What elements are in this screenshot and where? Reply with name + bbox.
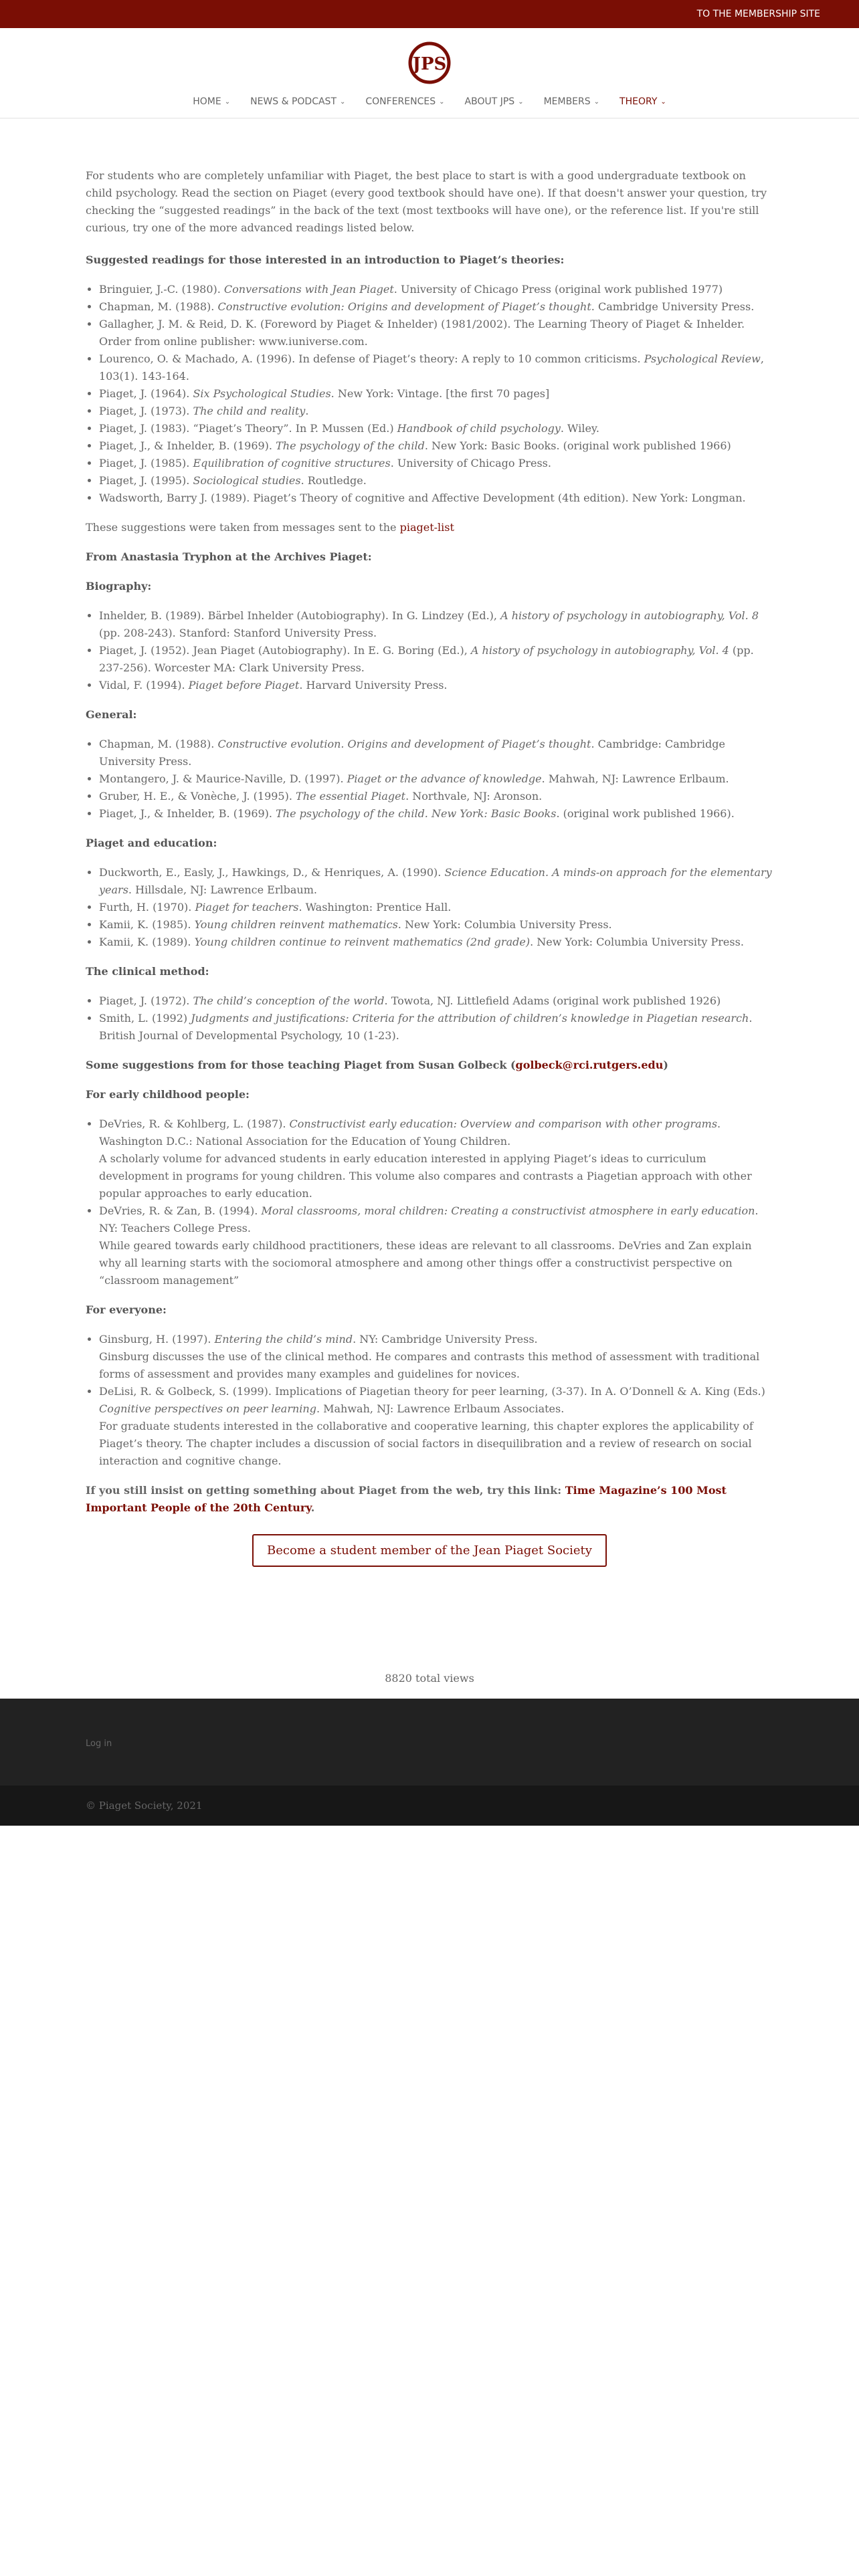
citation-title: Science Education. A minds-on approach for the elementary years — [99, 866, 772, 896]
citation-text: Duckworth, E., Easly, J., Hawkings, D., & Henriques, A. (1990). — [99, 866, 445, 879]
citation-text: (pp. 237-256). Worcester MA: Clark University Press. — [99, 644, 754, 674]
citation-text: Smith, L. (1992) — [99, 1012, 191, 1025]
reference-item — [99, 916, 773, 934]
citation-title: The psychology of the child — [276, 439, 425, 452]
nav-item-label: THEORY — [619, 96, 658, 107]
citation-text: Inhelder, B. (1989). Bärbel Inhelder (Autobiography). In G. Lindzey (Ed.), — [99, 609, 501, 622]
copyright: © Piaget Society, 2021 — [86, 1800, 203, 1812]
chevron-down-icon: ⌄ — [340, 98, 346, 106]
citation-title: The child’s conception of the world — [193, 994, 385, 1007]
membership-site-link[interactable]: TO THE MEMBERSHIP SITE — [696, 9, 820, 19]
reference-note: While geared towards early childhood practitioners, these ideas are relevant to all classrooms. DeVries and Zan explain why all learning starts with the sociomoral atmosphere and among other things offer a constructivist perspective on “classroom management” — [99, 1239, 752, 1287]
citation-text: . Harvard University Press. — [299, 679, 448, 691]
reference-item — [99, 736, 773, 770]
reference-item — [99, 805, 773, 823]
citation-title: Piaget before Piaget — [188, 679, 300, 691]
citation-title: Constructive evolution. Origins and development of Piaget’s thought — [217, 738, 591, 750]
citation-title: Cognitive perspectives on peer learning — [99, 1402, 316, 1415]
citation-text: Wadsworth, Barry J. (1989). Piaget’s Theory of cognitive and Affective Development (4th edition). New York: Longman. — [99, 492, 746, 504]
golbeck-email-link[interactable]: golbeck@rci.rutgers.edu — [515, 1059, 664, 1071]
reference-item — [99, 472, 773, 490]
citation-text: Montangero, J. & Maurice-Naville, D. (1997). — [99, 772, 347, 785]
citation-title: Entering the child’s mind — [214, 1333, 353, 1346]
reference-item — [99, 1383, 773, 1470]
top-bar — [0, 0, 859, 28]
student-member-button[interactable]: Become a student member of the Jean Piaget Society — [252, 1534, 607, 1567]
citation-title: The essential Piaget — [296, 790, 406, 802]
nav-item-members[interactable] — [544, 96, 599, 107]
citation-text: Gruber, H. E., & Vonèche, J. (1995). — [99, 790, 296, 802]
reference-item — [99, 316, 773, 350]
citation-text: Bringuier, J.-C. (1980). — [99, 283, 224, 296]
citation-text: . Routledge. — [300, 474, 367, 487]
citation-text: . Cambridge University Press. — [591, 300, 755, 313]
nav-item-conferences[interactable] — [365, 96, 444, 107]
citation-text: Piaget, J. (1952). Jean Piaget (Autobiography). In E. G. Boring (Ed.), — [99, 644, 471, 657]
chevron-down-icon: ⌄ — [593, 98, 600, 106]
citation-text: . Mahwah, NJ: Lawrence Erlbaum Associates. — [316, 1402, 565, 1415]
citation-text: Piaget, J. (1985). — [99, 457, 193, 469]
nav-item-label: HOME — [193, 96, 221, 107]
citation-text: . Wiley. — [560, 422, 599, 435]
reference-note: Ginsburg discusses the use of the clinical method. He compares and contrasts this method of assessment with traditional forms of assessment and provides many examples and guidelines for novices. — [99, 1350, 760, 1380]
reference-item — [99, 455, 773, 472]
piaget-list-link[interactable]: piaget-list — [399, 521, 454, 534]
reference-item — [99, 1331, 773, 1383]
citation-title: Constructivist early education: Overview and comparison with other programs — [289, 1117, 718, 1130]
citation-text: . University of Chicago Press. — [390, 457, 551, 469]
reference-item — [99, 350, 773, 385]
citation-title: A history of psychology in autobiography, Vol. 8 — [500, 609, 759, 622]
reference-item — [99, 403, 773, 420]
citation-text: Ginsburg, H. (1997). — [99, 1333, 215, 1346]
citation-text: Piaget, J. (1973). — [99, 405, 193, 417]
reference-item — [99, 420, 773, 437]
nav-item-label: ABOUT JPS — [464, 96, 515, 107]
citation-text: . British Journal of Developmental Psychology, 10 (1-23). — [99, 1012, 753, 1042]
citation-text: . Northvale, NJ: Aronson. — [405, 790, 543, 802]
citation-text: Piaget, J. (1995). — [99, 474, 193, 487]
reference-item — [99, 899, 773, 916]
citation-text: DeVries, R. & Zan, B. (1994). — [99, 1204, 262, 1217]
reference-list — [86, 992, 773, 1045]
citation-text: Vidal, F. (1994). — [99, 679, 189, 691]
nav-item-label: MEMBERS — [543, 96, 591, 107]
citation-text: . Washington D.C.: National Association for the Education of Young Children. — [99, 1117, 721, 1148]
archives-heading: From Anastasia Tryphon at the Archives Piaget: — [86, 550, 372, 563]
web-link-paragraph: If you still insist on getting something about Piaget from the web, try this link: Time Magazine’s 100 Most Important People of the 20th Century. — [86, 1484, 727, 1514]
citation-text: Kamii, K. (1985). — [99, 918, 195, 931]
citation-title: Moral classrooms, moral children: Creating a constructivist atmosphere in early education — [261, 1204, 755, 1217]
chevron-down-icon: ⌄ — [518, 98, 524, 106]
svg-text:JPS: JPS — [412, 54, 447, 74]
reference-note: A scholarly volume for advanced students in early education interested in applying Piaget’s ideas to curriculum development in programs for young children. This volume also compares and contrasts a Piagetian approach with other popular approaches to early education. — [99, 1152, 752, 1200]
citation-text: Chapman, M. (1988). — [99, 300, 218, 313]
citation-title: Six Psychological Studies — [193, 387, 331, 400]
nav-item-theory[interactable] — [619, 96, 666, 107]
reference-item — [99, 677, 773, 694]
nav-item-label: NEWS & PODCAST — [250, 96, 337, 107]
reference-list — [86, 864, 773, 951]
site-header — [0, 28, 859, 118]
nav-item-about-jps[interactable] — [465, 96, 524, 107]
citation-text: Piaget, J. (1964). — [99, 387, 193, 400]
citation-text: . — [305, 405, 309, 417]
main-nav — [0, 96, 859, 107]
citation-text: . Hillsdale, NJ: Lawrence Erlbaum. — [128, 883, 317, 896]
citation-title: Handbook of child psychology — [397, 422, 561, 435]
section-heading: The clinical method: — [86, 965, 209, 978]
citation-text: Lourenco, O. & Machado, A. (1996). In defense of Piaget’s theory: A reply to 10 common criticisms. — [99, 352, 644, 365]
reference-item — [99, 992, 773, 1010]
citation-title: Piaget or the advance of knowledge — [347, 772, 542, 785]
reference-item — [99, 788, 773, 805]
citation-text: Piaget, J. (1983). “Piaget’s Theory”. In P. Mussen (Ed.) — [99, 422, 397, 435]
reference-item — [99, 490, 773, 507]
reference-item — [99, 934, 773, 951]
reference-item — [99, 437, 773, 455]
citation-title: Young children reinvent mathematics — [194, 918, 398, 931]
intro-paragraph: For students who are completely unfamiliar with Piaget, the best place to start is with a good undergraduate textbook on child psychology. Read the section on Piaget (every good textbook should have one). If that doesn't answer your question, try checking the “suggested readings” in the back of the text (most textbooks will have one), or the reference list. If you're still curious, try one of the more advanced readings listed below. — [86, 169, 767, 234]
nav-item-news-podcast[interactable] — [250, 96, 345, 107]
nav-item-home[interactable] — [193, 96, 230, 107]
citation-text: . New York: Columbia University Press. — [397, 918, 612, 931]
reference-list — [86, 607, 773, 694]
section-heading: Suggested readings for those interested in an introduction to Piaget’s theories: — [86, 253, 565, 266]
citation-text: . Mahwah, NJ: Lawrence Erlbaum. — [541, 772, 729, 785]
citation-text: . New York: Basic Books. (original work published 1966) — [424, 439, 731, 452]
suggestions-note: These suggestions were taken from messages sent to the piaget-list — [86, 521, 454, 534]
footer-widgets — [0, 1699, 859, 1786]
nav-item-label: CONFERENCES — [365, 96, 436, 107]
time-magazine-link[interactable]: Time Magazine’s 100 Most Important People of the 20th Century — [86, 1484, 727, 1514]
reference-list — [86, 1115, 773, 1289]
citation-text: Piaget, J. (1972). — [99, 994, 193, 1007]
citation-text: . New York: Columbia University Press. — [530, 936, 744, 948]
citation-text: , 103(1). 143-164. — [99, 352, 764, 383]
citation-title: Equilibration of cognitive structures — [193, 457, 391, 469]
chevron-down-icon: ⌄ — [660, 98, 666, 106]
citation-text: DeLisi, R. & Golbeck, S. (1999). Implications of Piagetian theory for peer learning, (3-37). In A. O’Donnell & A. King (Eds.) — [99, 1385, 765, 1398]
citation-text: Piaget, J., & Inhelder, B. (1969). — [99, 807, 276, 820]
reference-item — [99, 642, 773, 677]
reference-item — [99, 1115, 773, 1202]
reference-item — [99, 385, 773, 403]
footer-bottom — [0, 1786, 859, 1826]
citation-text: (pp. 208-243). Stanford: Stanford University Press. — [99, 627, 377, 639]
reference-item — [99, 281, 773, 298]
citation-title: The psychology of the child. New York: Basic Books — [276, 807, 557, 820]
citation-text: DeVries, R. & Kohlberg, L. (1987). — [99, 1117, 290, 1130]
citation-text: . (original work published 1966). — [556, 807, 735, 820]
chevron-down-icon: ⌄ — [224, 98, 231, 106]
chevron-down-icon: ⌄ — [439, 98, 445, 106]
reference-item — [99, 298, 773, 316]
reference-item — [99, 1010, 773, 1045]
reference-item — [99, 607, 773, 642]
reference-item — [99, 864, 773, 899]
section-heading: For everyone: — [86, 1303, 167, 1316]
section-heading: For early childhood people: — [86, 1088, 250, 1101]
citation-title: The child and reality — [193, 405, 306, 417]
citation-text: . Towota, NJ. Littlefield Adams (original work published 1926) — [384, 994, 721, 1007]
citation-text: . University of Chicago Press (original work published 1977) — [393, 283, 723, 296]
citation-text: Chapman, M. (1988). — [99, 738, 218, 750]
citation-title: Judgments and justifications: Criteria for the attribution of children’s knowledge in Piagetian research — [191, 1012, 749, 1025]
section-heading: Biography: — [86, 580, 152, 593]
login-link[interactable]: Log in — [86, 1739, 112, 1749]
citation-text: Kamii, K. (1989). — [99, 936, 195, 948]
main-content — [86, 167, 773, 1567]
citation-text: Gallagher, J. M. & Reid, D. K. (Foreword by Piaget & Inhelder) (1981/2002). The Learning Theory of Piaget & Inhelder. Order from online publisher: www.iuniverse.com. — [99, 318, 745, 348]
citation-title: Piaget for teachers — [195, 901, 299, 914]
citation-title: Young children continue to reinvent mathematics (2nd grade) — [194, 936, 531, 948]
citation-text: . New York: Vintage. [the first 70 pages] — [330, 387, 550, 400]
section-heading: General: — [86, 708, 137, 721]
jps-logo[interactable] — [407, 40, 452, 86]
citation-title: Psychological Review — [644, 352, 761, 365]
reference-list — [86, 1331, 773, 1470]
total-views: 8820 total views — [385, 1672, 474, 1685]
citation-title: Sociological studies — [193, 474, 301, 487]
reference-note: For graduate students interested in the collaborative and cooperative learning, this chapter explores the applicability of Piaget’s theory. The chapter includes a discussion of social factors in disequilibration and a review of research on social interaction and cognitive change. — [99, 1420, 753, 1467]
citation-title: Conversations with Jean Piaget — [223, 283, 394, 296]
golbeck-heading: Some suggestions from for those teaching Piaget from Susan Golbeck (golbeck@rci.rutgers.edu) — [86, 1059, 668, 1071]
reference-list — [86, 736, 773, 823]
citation-text: . NY: Cambridge University Press. — [353, 1333, 538, 1346]
citation-text: Furth, H. (1970). — [99, 901, 195, 914]
reference-item — [99, 770, 773, 788]
reference-item — [99, 1202, 773, 1289]
citation-text: . Washington: Prentice Hall. — [298, 901, 452, 914]
reference-list — [86, 281, 773, 507]
citation-text: Piaget, J., & Inhelder, B. (1969). — [99, 439, 276, 452]
citation-text: . Cambridge: Cambridge University Press. — [99, 738, 725, 768]
section-heading: Piaget and education: — [86, 837, 217, 849]
citation-title: A history of psychology in autobiography, Vol. 4 — [470, 644, 729, 657]
citation-title: Constructive evolution: Origins and development of Piaget’s thought — [217, 300, 591, 313]
citation-text: . NY: Teachers College Press. — [99, 1204, 759, 1235]
